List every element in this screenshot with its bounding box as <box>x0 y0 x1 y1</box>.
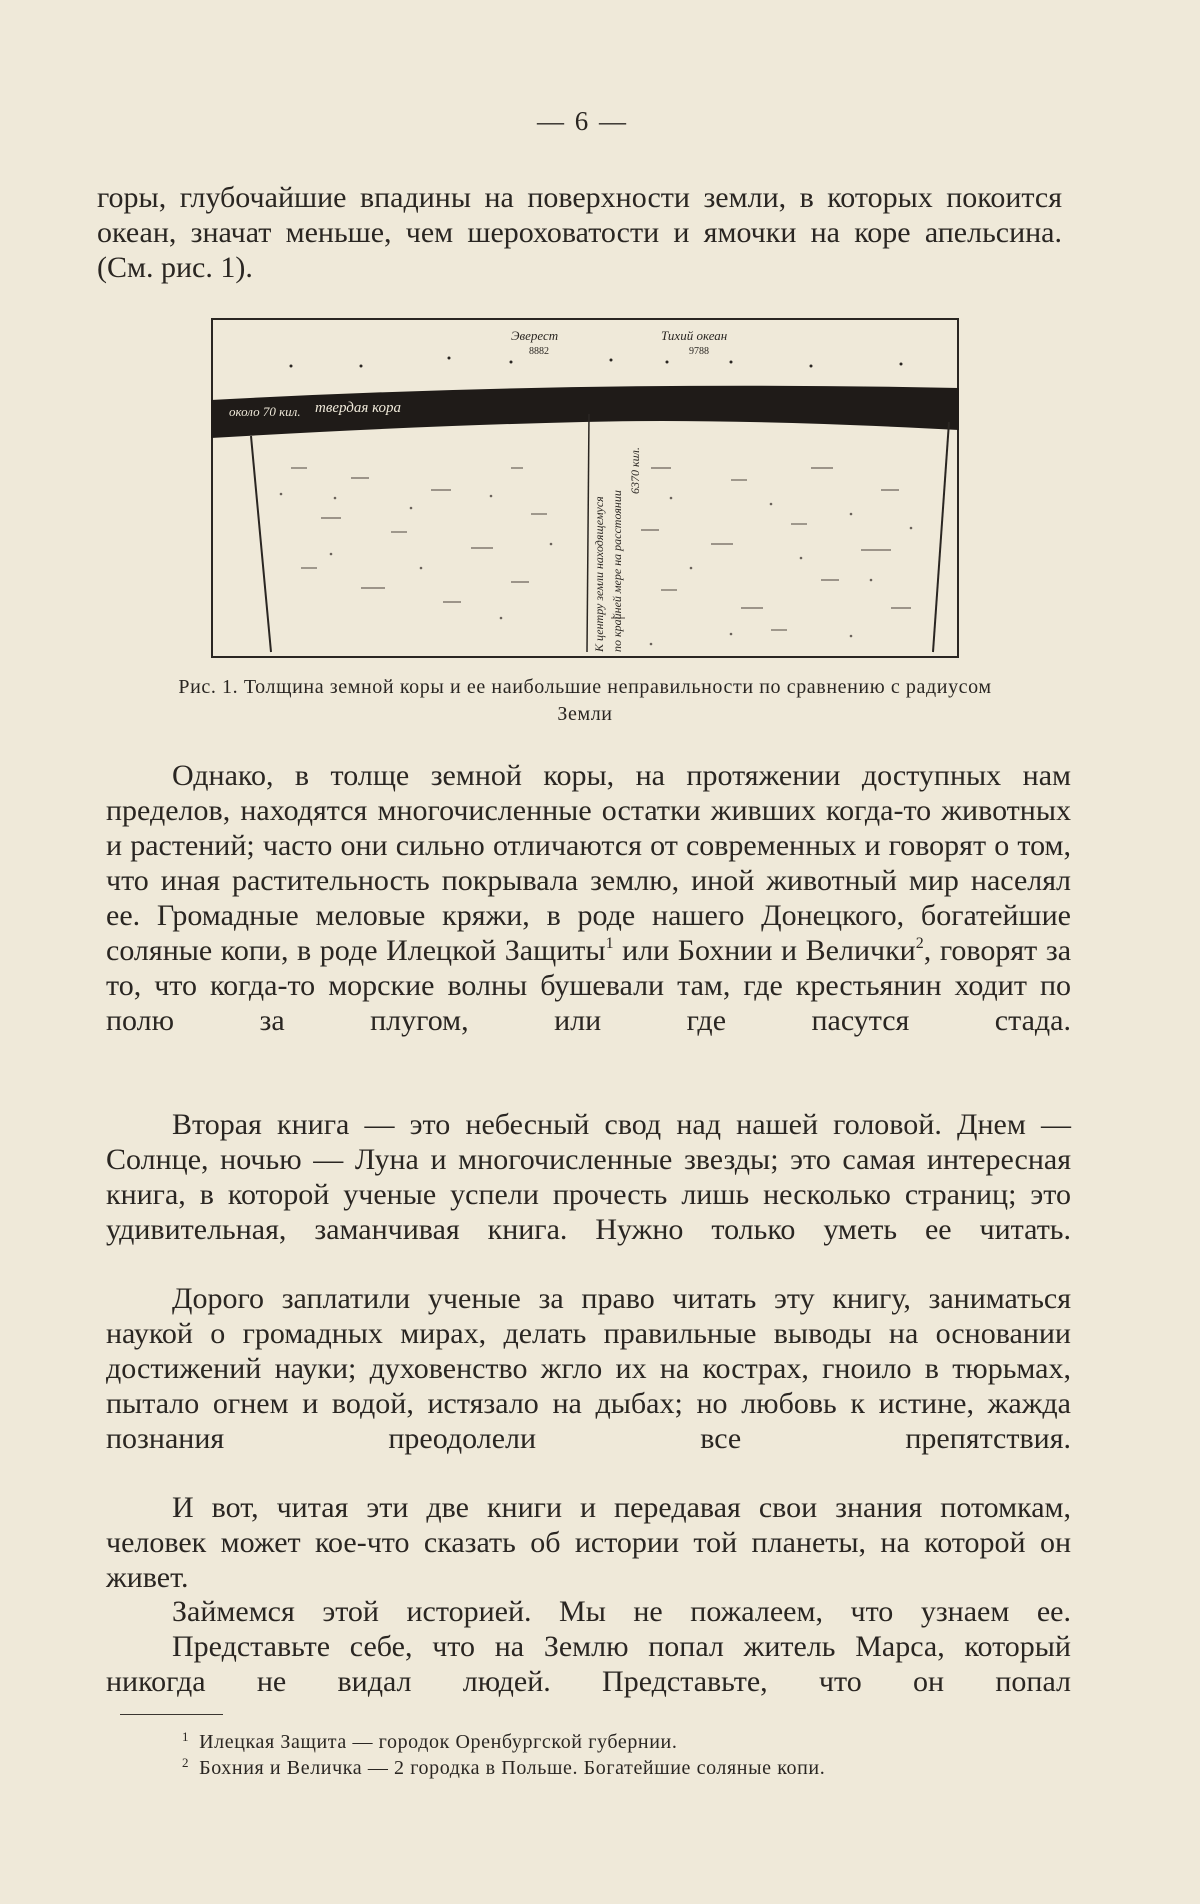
label-everest-height: 8882 <box>529 346 549 357</box>
label-vertical-1: К центру земли находящемуся <box>592 496 606 652</box>
label-vertical-2: по крайней мере на расстоянии <box>610 490 624 652</box>
paragraph-1-middle: или Бохнии и Велички <box>613 934 916 967</box>
page-number: — 6 — <box>537 106 628 136</box>
center-radius-line <box>587 414 589 652</box>
paragraph-1 <box>106 758 1071 1038</box>
footnote-1 <box>182 1729 1062 1755</box>
footnote-divider <box>120 1714 223 1715</box>
label-everest: Эверест <box>511 328 559 343</box>
footnote-2 <box>182 1755 1062 1781</box>
figure-caption: Рис. 1. Толщина земной коры и ее наибольшие неправильности по сравнению с радиусом Земли <box>178 676 992 725</box>
footnotes <box>182 1729 1062 1781</box>
paragraph-2: Вторая книга — это небесный свод над нашей головой. Днем — Солнце, ночью — Луна и многочисленные звезды; это самая интересная книга, в которой ученые успели прочесть лишь несколько страниц; это удивительная, заманчивая книга. Нужно только уметь ее читать. <box>106 1108 1071 1246</box>
intro-paragraph: горы, глубочайшие впадины на поверхности земли, в которых покоится океан, значат меньше, чем шероховатости и ямочки на коре апельсина. (См. рис. 1). <box>97 181 1062 284</box>
radius-left-line <box>251 436 271 652</box>
paragraph-5: Займемся этой историей. Мы не пожалеем, что узнаем ее. <box>172 1595 1071 1628</box>
label-ocean-depth: 9788 <box>689 346 709 357</box>
footnote-mark: 1 <box>182 1729 190 1744</box>
footnote-text: Бохния и Величка — 2 городка в Польше. Богатейшие соляные копи. <box>199 1757 826 1779</box>
label-crust: твердая кора <box>315 400 402 416</box>
label-vertical-3: 6370 кил. <box>628 447 642 494</box>
paragraph-1-end: , говорят за то, что когда-то морские волны бушевали там, где крестьянин ходит по полю за плугом, или где пасутся стада. <box>106 934 1072 1037</box>
figure-frame <box>212 319 958 657</box>
label-ocean: Тихий океан <box>661 328 728 343</box>
footnote-text: Илецкая Защита — городок Оренбургской губернии. <box>199 1731 678 1753</box>
radius-right-line <box>933 422 949 652</box>
footnote-mark: 2 <box>182 1755 190 1770</box>
surface-marks <box>290 357 903 368</box>
footnote-ref-2: 2 <box>915 935 924 952</box>
paragraph-1-start: Однако, в толще земной коры, на протяжении доступных нам пределов, находятся многочисленные остатки живших когда-то животных и растений; часто они сильно отличаются от современных и говорят о том, что иная растительность покрывала землю, иной животный мир населял ее. Громадные меловые кряжи, в роде нашего Донецкого, богатейшие соляные копи, в роде Илецкой Защиты <box>106 759 1071 967</box>
earth-crust-diagram <box>211 318 959 658</box>
paragraph-6: Представьте себе, что на Землю попал житель Марса, который никогда не видал людей. Представьте, что он попал <box>106 1630 1071 1698</box>
earth-crust-figure <box>211 318 959 658</box>
footnote-ref-1: 1 <box>605 935 614 952</box>
paragraph-4: И вот, читая эти две книги и передавая свои знания потомкам, человек может кое-что сказать об истории той планеты, на которой он живет. <box>106 1491 1071 1594</box>
label-crust-thickness: около 70 кил. <box>229 404 301 419</box>
paragraph-3: Дорого заплатили ученые за право читать эту книгу, заниматься наукой о громадных мирах, делать правильные выводы на основании достижений науки; духовенство жгло их на кострах, гноило в тюрьмах, пытало огнем и водой, истязало на дыбах; но любовь к истине, жажда познания преодолели все препятствия. <box>106 1282 1071 1455</box>
